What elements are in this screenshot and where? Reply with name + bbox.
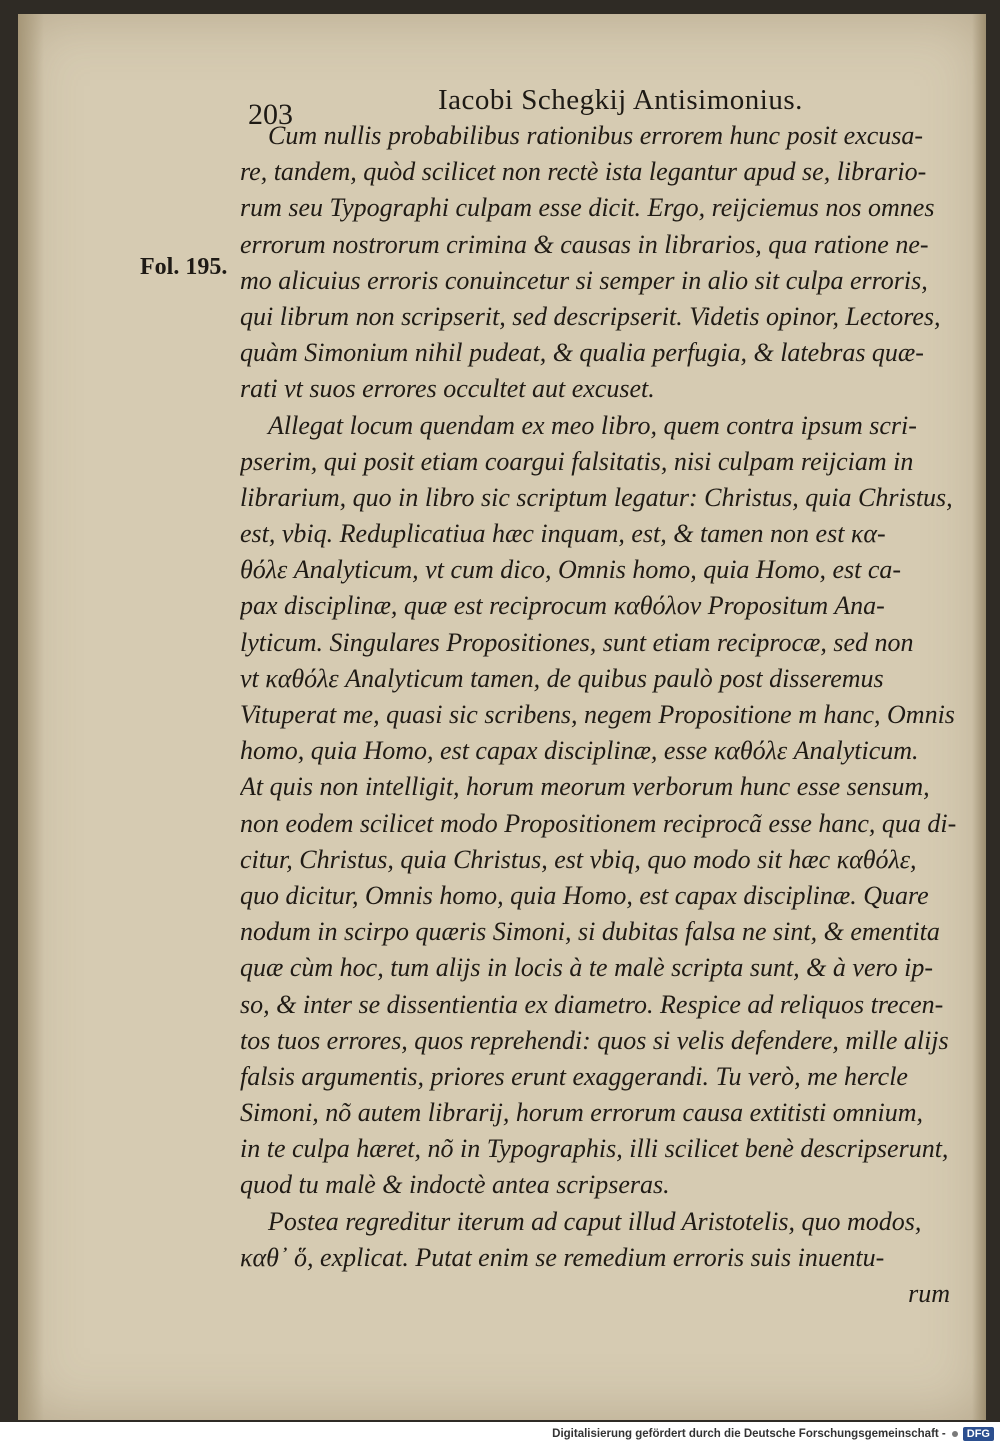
text-line: in te culpa hæret, nõ in Typographis, illi scilicet benè descripserunt, [240, 1134, 949, 1164]
page-number: 203 [248, 98, 293, 131]
text-line: falsis argumentis, priores erunt exaggerandi. Tu verò, me hercle [240, 1061, 908, 1091]
text-line: errorum nostrorum crimina & causas in librarios, qua ratione ne- [240, 229, 929, 259]
bullet-icon [952, 1431, 958, 1437]
text-line: librarium, quo in libro sic scriptum legatur: Christus, quia Christus, [240, 482, 953, 512]
text-line: Vituperat me, quasi sic scribens, negem Propositione m hanc, Omnis [240, 700, 955, 729]
text-line: homo, quia Homo, est capax disciplinæ, esse καθόλε Analyticum. [240, 736, 919, 766]
text-line: θόλε Analyticum, vt cum dico, Omnis homo, quia Homo, est ca- [240, 555, 902, 585]
margin-note: Fol. 195. [140, 254, 228, 280]
catchword: rum [908, 1279, 950, 1308]
text-line: so, & inter se dissentientia ex diametro. Respice ad reliquos trecen- [240, 989, 944, 1019]
text-line: tos tuos errores, quos reprehendi: quos si velis defendere, mille alijs [240, 1025, 949, 1055]
text-line: Cum nullis probabilibus rationibus errorem hunc posit excusa- [268, 121, 924, 150]
text-line: rum seu Typographi culpam esse dicit. Ergo, reijciemus nos omnes [240, 193, 935, 223]
text-line: vt καθόλε Analyticum tamen, de quibus paulò post disseremus [240, 663, 884, 693]
text-line: At quis non intelligit, horum meorum verborum hunc esse sensum, [240, 772, 930, 802]
text-line: Simoni, nõ autem librarij, horum errorum causa extitisti omnium, [240, 1098, 923, 1128]
running-head: Iacobi Schegkij Antisimonius. [438, 84, 803, 116]
text-line: rati vt suos errores occultet aut excuset. [240, 374, 655, 404]
text-line: pserim, qui posit etiam coargui falsitatis, nisi culpam reijciam in [240, 446, 914, 476]
text-line: quàm Simonium nihil pudeat, & qualia perfugia, & latebras quæ- [240, 338, 924, 368]
footer-text: Digitalisierung gefördert durch die Deutsche Forschungsgemeinschaft - [552, 1427, 946, 1440]
text-line: καθ᾽ ὅ, explicat. Putat enim se remedium erroris suis inuentu- [240, 1242, 885, 1272]
text-line: re, tandem, quòd scilicet non rectè ista legantur apud se, librario- [240, 157, 927, 187]
footer-bar [0, 1422, 1000, 1445]
text-line: nodum in scirpo quæris Simoni, si dubitas falsa ne sint, & ementita [240, 917, 940, 947]
text-line: non eodem scilicet modo Propositionem reciprocã esse hanc, qua di- [240, 808, 957, 838]
text-line: pax disciplinæ, quæ est reciprocum καθόλον Propositum Ana- [240, 591, 885, 621]
text-line: mo alicuius erroris conuincetur si semper in alio sit culpa erroris, [240, 265, 928, 295]
text-line: est, vbiq. Reduplicatiua hæc inquam, est, & tamen non est κα- [240, 519, 886, 549]
text-line: quæ cùm hoc, tum alijs in locis à te malè scripta sunt, & à vero ip- [240, 953, 934, 983]
text-line: citur, Christus, quia Christus, est vbiq, quo modo sit hæc καθόλε, [240, 844, 917, 874]
text-line: qui librum non scripserit, sed descripserit. Videtis opinor, Lectores, [240, 301, 941, 331]
body-text [240, 118, 960, 1312]
dfg-logo: DFG [963, 1427, 994, 1441]
text-line: Postea regreditur iterum ad caput illud Aristotelis, quo modos, [268, 1206, 922, 1236]
text-line: quo dicitur, Omnis homo, quia Homo, est capax disciplinæ. Quare [240, 880, 929, 910]
text-line: quod tu malè & indoctè antea scripseras. [240, 1170, 670, 1200]
text-line: Allegat locum quendam ex meo libro, quem contra ipsum scri- [268, 410, 917, 440]
text-line: lyticum. Singulares Propositiones, sunt etiam reciprocæ, sed non [240, 627, 914, 657]
